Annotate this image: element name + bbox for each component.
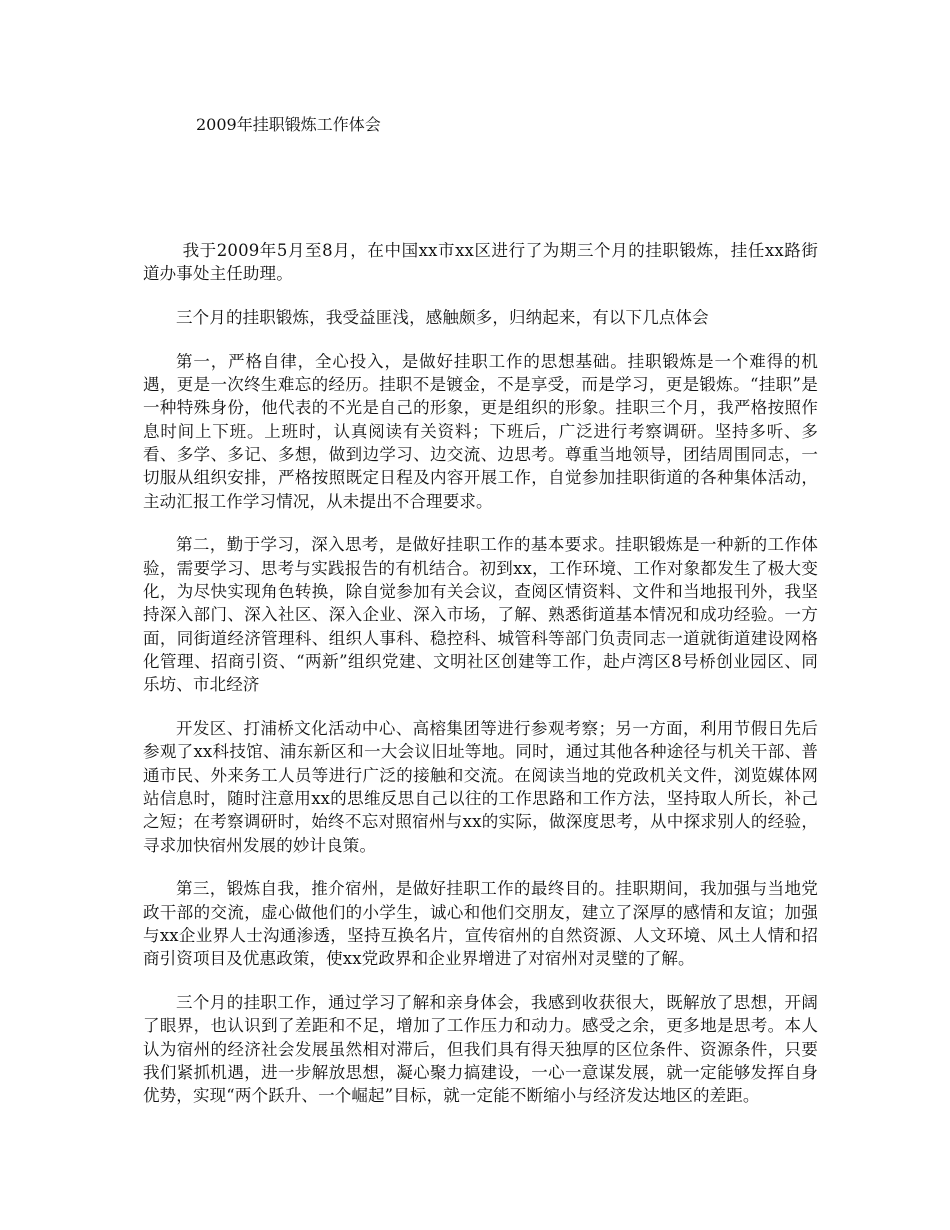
paragraph-summary: 三个月的挂职锻炼，我受益匪浅，感触颇多，归纳起来，有以下几点体会	[176, 308, 709, 328]
paragraph-point-three: 第三，锻炼自我，推介宿州，是做好挂职工作的最终目的。挂职期间，我加强与当地党政干部的交流，虚心做他们的小学生，诚心和他们交朋友，建立了深厚的感情和友谊；加强与xx企业界人士沟通渗透，坚持互换名片，宣传宿州的自然资源、人文环境、风土人情和招商引资项目及优惠政策，使xx党政界和企业界增进了对宿州对灵璧的了解。	[143, 879, 818, 969]
paragraph-conclusion: 三个月的挂职工作，通过学习了解和亲身体会，我感到收获很大，既解放了思想，开阔了眼界，也认识到了差距和不足，增加了工作压力和动力。感受之余，更多地是思考。本人认为宿州的经济社会发展虽然相对滞后，但我们具有得天独厚的区位条件、资源条件，只要我们紧抓机遇，进一步解放思想，凝心聚力搞建设，一心一意谋发展，就一定能够发挥自身优势，实现“两个跃升、一个崛起”目标，就一定能不断缩小与经济发达地区的差距。	[143, 993, 818, 1106]
document-title: 2009年挂职锻炼工作体会	[196, 115, 381, 134]
document-body	[143, 239, 818, 1128]
paragraph-point-two-continued: 开发区、打浦桥文化活动中心、高榕集团等进行参观考察；另一方面，利用节假日先后参观了xx科技馆、浦东新区和一大会议旧址等地。同时，通过其他各种途径与机关干部、普通市民、外来务工人员等进行广泛的接触和交流。在阅读当地的党政机关文件，浏览媒体网站信息时，随时注意用xx的思维反思自己以往的工作思路和工作方法，坚持取人所长，补己之短；在考察调研时，始终不忘对照宿州与xx的实际，做深度思考，从中探求别人的经验，寻求加快宿州发展的妙计良策。	[143, 719, 818, 855]
paragraph-intro: 我于2009年5月至8月，在中国xx市xx区进行了为期三个月的挂职锻炼，挂任xx路街道办事处主任助理。	[143, 241, 818, 284]
paragraph-point-two: 第二，勤于学习，深入思考，是做好挂职工作的基本要求。挂职锻炼是一种新的工作体验，需要学习、思考与实践报告的有机结合。初到xx，工作环境、工作对象都发生了极大变化，为尽快实现角色转换，除自觉参加有关会议，查阅区情资料、文件和当地报刊外，我坚持深入部门、深入社区、深入企业、深入市场，了解、熟悉街道基本情况和成功经验。一方面，同街道经济管理科、组织人事科、稳控科、城管科等部门负责同志一道就街道建设网格化管理、招商引资、“两新”组织党建、文明社区创建等工作，赴卢湾区8号桥创业园区、同乐坊、市北经济	[143, 535, 818, 695]
paragraph-point-one: 第一，严格自律，全心投入，是做好挂职工作的思想基础。挂职锻炼是一个难得的机遇，更是一次终生难忘的经历。挂职不是镀金，不是享受，而是学习，更是锻炼。“挂职”是一种特殊身份，他代表的不光是自己的形象，更是组织的形象。挂职三个月，我严格按照作息时间上下班。上班时，认真阅读有关资料；下班后，广泛进行考察调研。坚持多听、多看、多学、多记、多想，做到边学习、边交流、边思考。尊重当地领导，团结周围同志，一切服从组织安排，严格按照既定日程及内容开展工作，自觉参加挂职街道的各种集体活动，主动汇报工作学习情况，从未提出不合理要求。	[143, 351, 818, 511]
